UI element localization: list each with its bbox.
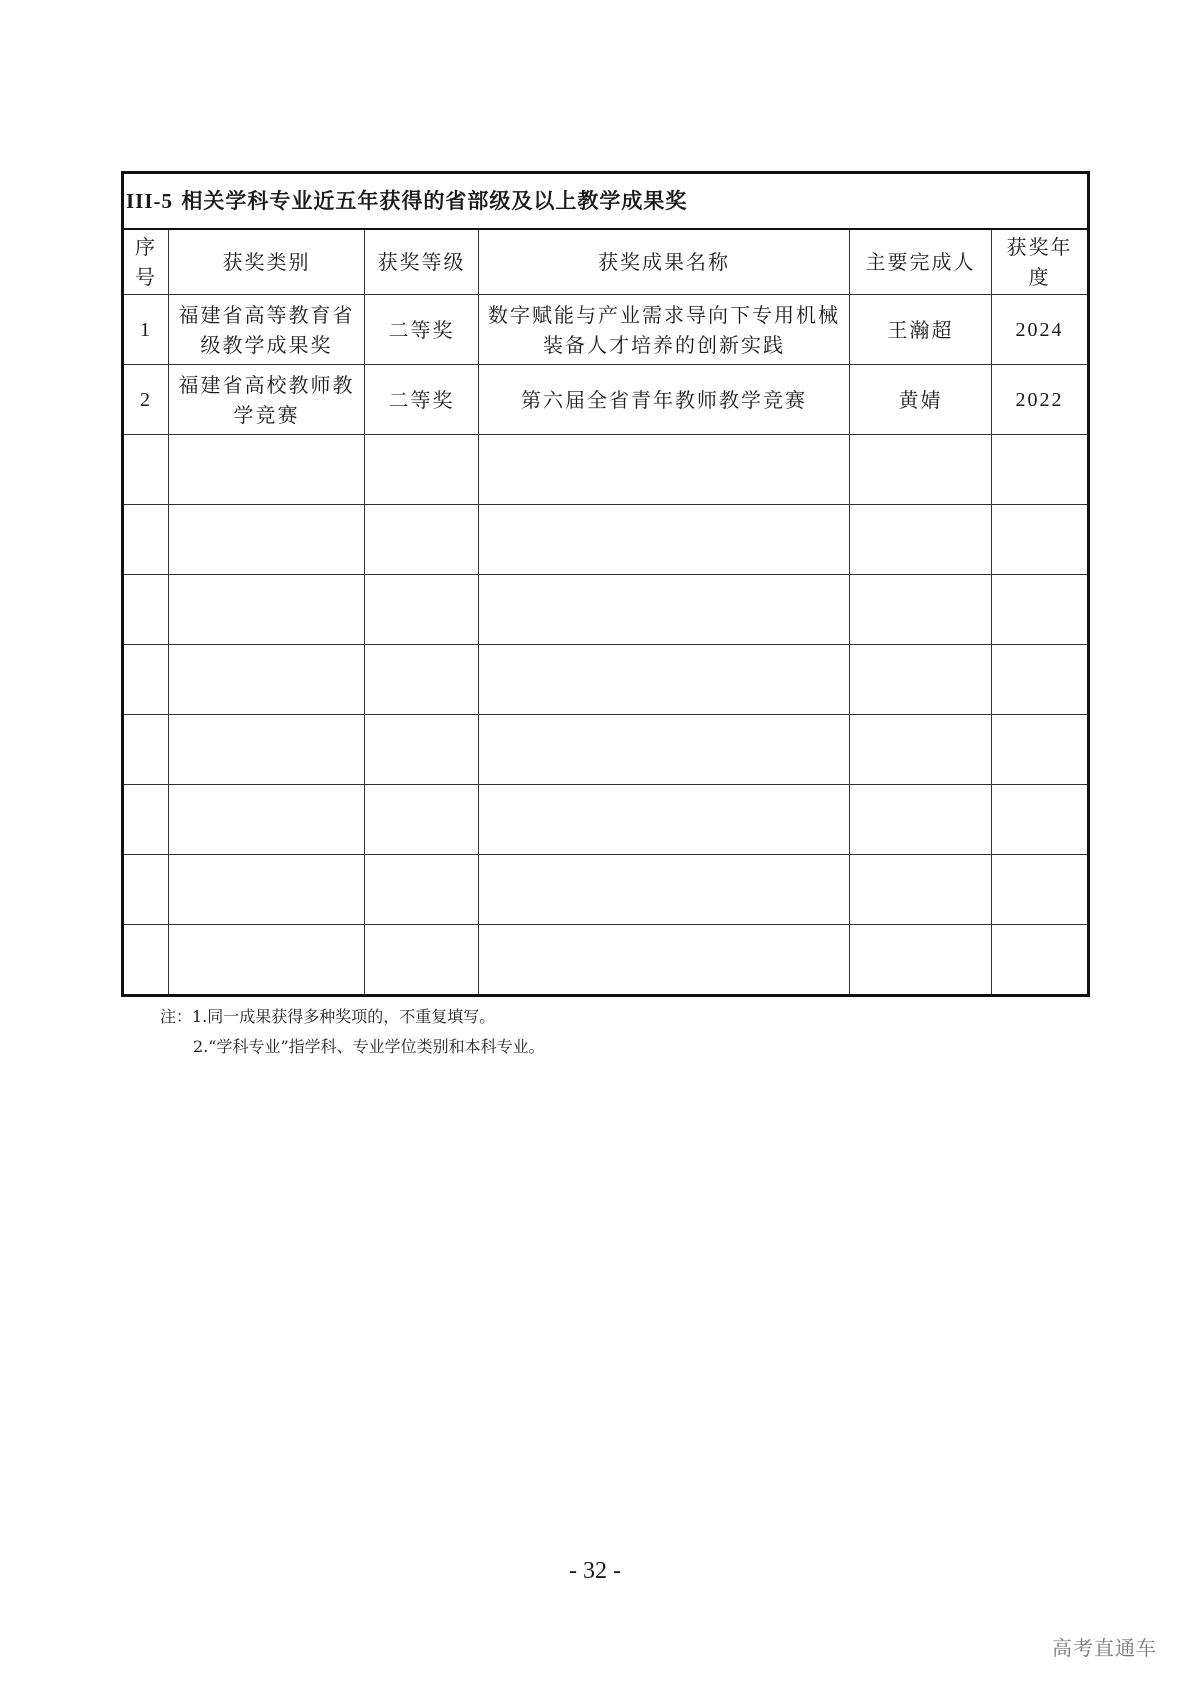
cell-person — [850, 785, 992, 855]
cell-person — [850, 575, 992, 645]
cell-person — [850, 715, 992, 785]
cell-seq — [123, 505, 169, 575]
header-seq-label: 序号 — [135, 235, 157, 289]
cell-category — [169, 715, 365, 785]
cell-year — [992, 645, 1089, 715]
cell-category — [169, 505, 365, 575]
header-name: 获奖成果名称 — [479, 229, 850, 295]
cell-name — [479, 855, 850, 925]
cell-name — [479, 645, 850, 715]
cell-level — [365, 645, 479, 715]
cell-category — [169, 435, 365, 505]
cell-seq — [123, 785, 169, 855]
cell-person — [850, 645, 992, 715]
table-row — [123, 715, 1089, 785]
cell-seq — [123, 925, 169, 996]
table-row — [123, 925, 1089, 996]
cell-level — [365, 785, 479, 855]
cell-level — [365, 925, 479, 996]
table-row — [123, 855, 1089, 925]
section-title: 相关学科专业近五年获得的省部级及以上教学成果奖 — [181, 188, 688, 213]
header-category: 获奖类别 — [169, 229, 365, 295]
header-seq — [123, 229, 169, 295]
cell-name — [479, 505, 850, 575]
cell-seq — [123, 715, 169, 785]
cell-level: 二等奖 — [365, 365, 479, 435]
cell-year — [992, 435, 1089, 505]
cell-person: 王瀚超 — [850, 295, 992, 365]
cell-seq — [123, 855, 169, 925]
cell-level — [365, 505, 479, 575]
cell-person — [850, 925, 992, 996]
cell-level — [365, 855, 479, 925]
cell-name — [479, 575, 850, 645]
cell-seq: 1 — [123, 295, 169, 365]
table-title — [123, 173, 1089, 230]
cell-category — [169, 785, 365, 855]
table-title-row — [123, 173, 1089, 230]
cell-level — [365, 435, 479, 505]
table-row — [123, 645, 1089, 715]
cell-year: 2022 — [992, 365, 1089, 435]
table-notes — [160, 1002, 545, 1062]
header-year: 获奖年度 — [992, 229, 1089, 295]
cell-year — [992, 505, 1089, 575]
cell-year — [992, 575, 1089, 645]
cell-category — [169, 575, 365, 645]
table-row — [123, 365, 1089, 435]
section-code: III-5 — [126, 189, 174, 213]
table-row — [123, 785, 1089, 855]
table-row — [123, 435, 1089, 505]
table-row — [123, 575, 1089, 645]
cell-person: 黄婧 — [850, 365, 992, 435]
cell-seq — [123, 575, 169, 645]
cell-category — [169, 645, 365, 715]
cell-name — [479, 785, 850, 855]
header-person: 主要完成人 — [850, 229, 992, 295]
cell-name — [479, 715, 850, 785]
cell-seq: 2 — [123, 365, 169, 435]
cell-year — [992, 715, 1089, 785]
cell-year — [992, 925, 1089, 996]
table-row — [123, 505, 1089, 575]
cell-seq — [123, 435, 169, 505]
cell-category — [169, 855, 365, 925]
cell-person — [850, 435, 992, 505]
cell-person — [850, 505, 992, 575]
cell-level — [365, 575, 479, 645]
awards-table — [121, 171, 1090, 997]
cell-category — [169, 925, 365, 996]
cell-name — [479, 925, 850, 996]
cell-name: 数字赋能与产业需求导向下专用机械装备人才培养的创新实践 — [479, 295, 850, 365]
note-2: 2.“学科专业”指学科、专业学位类别和本科专业。 — [193, 1037, 545, 1056]
header-level: 获奖等级 — [365, 229, 479, 295]
cell-person — [850, 855, 992, 925]
cell-year — [992, 855, 1089, 925]
cell-name: 第六届全省青年教师教学竞赛 — [479, 365, 850, 435]
table-row — [123, 295, 1089, 365]
header-row — [123, 229, 1089, 295]
cell-level — [365, 715, 479, 785]
cell-name — [479, 435, 850, 505]
cell-category: 福建省高校教师教学竞赛 — [169, 365, 365, 435]
page-number: - 32 - — [569, 1558, 621, 1584]
cell-category: 福建省高等教育省级教学成果奖 — [169, 295, 365, 365]
cell-seq — [123, 645, 169, 715]
cell-year — [992, 785, 1089, 855]
note-1: 注：1.同一成果获得多种奖项的，不重复填写。 — [160, 1007, 496, 1026]
cell-year: 2024 — [992, 295, 1089, 365]
cell-level: 二等奖 — [365, 295, 479, 365]
watermark: 高考直通车 — [1052, 1636, 1157, 1660]
